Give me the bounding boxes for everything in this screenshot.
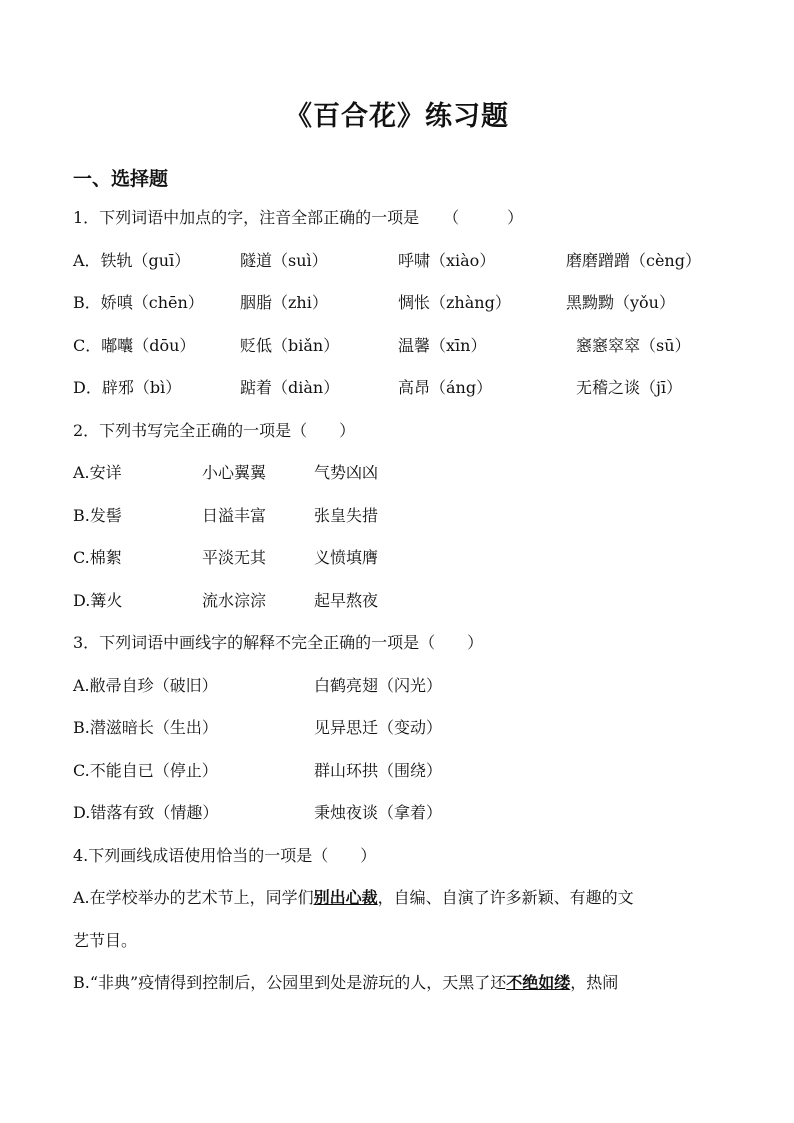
q4-option-a-text-before: A.在学校举办的艺术节上，同学们 xyxy=(73,888,314,907)
q3-option-b-1: B.潜滋暗长（生出） xyxy=(73,718,218,737)
q1-option-c-4: 窸窸窣窣（sū） xyxy=(576,336,691,355)
q3-option-d-2: 秉烛夜谈（拿着） xyxy=(314,803,443,822)
q4-option-a-text-after: ，自编、自演了许多新颖、有趣的文 xyxy=(377,888,634,907)
q2-option-c-1: C.棉絮 xyxy=(73,548,122,567)
q1-option-b-3: 惆怅（zhàng） xyxy=(398,293,511,312)
q1-option-c-1: C．嘟囔（dōu） xyxy=(73,336,196,355)
q3-option-c-2: 群山环拱（围绕） xyxy=(314,761,443,780)
q4-option-b xyxy=(73,972,618,994)
q2-option-b-1: B.发髻 xyxy=(73,506,122,525)
q1-option-a-4: 磨磨蹭蹭（cèng） xyxy=(566,251,701,270)
q2-option-a-2: 小心翼翼 xyxy=(202,463,267,482)
q2-option-a-3: 气势凶凶 xyxy=(314,463,379,482)
q1-option-b-1: B．娇嗔（chēn） xyxy=(73,293,204,312)
q3-option-c-1: C.不能自已（停止） xyxy=(73,761,218,780)
q2-option-c-2: 平淡无其 xyxy=(202,548,267,567)
q1-option-c-2: 贬低（biǎn） xyxy=(240,336,340,355)
q1-option-b-4: 黑黝黝（yǒu） xyxy=(566,293,675,312)
q4-option-b-text-before: B.“非典”疫情得到控制后，公园里到处是游玩的人，天黑了还 xyxy=(73,973,507,992)
q1-option-b-2: 胭脂（zhi） xyxy=(240,293,328,312)
q1-option-d-4: 无稽之谈（jī） xyxy=(576,378,683,397)
q4-option-a xyxy=(73,887,634,909)
q3-option-a-1: A.敝帚自珍（破旧） xyxy=(73,676,218,695)
q1-option-d-2: 踮着（diàn） xyxy=(240,378,340,397)
q3-option-a-2: 白鹤亮翅（闪光） xyxy=(314,676,443,695)
q2-option-c-3: 义愤填膺 xyxy=(314,548,379,567)
q2-option-d-3: 起早熬夜 xyxy=(314,591,379,610)
question-1-stem: 1．下列词语中加点的字，注音全部正确的一项是 （ ） xyxy=(73,208,524,227)
q3-option-b-2: 见异思迁（变动） xyxy=(314,718,443,737)
q2-option-d-2: 流水淙淙 xyxy=(202,591,267,610)
q1-option-d-3: 高昂（áng） xyxy=(398,378,493,397)
page-title: 《百合花》练习题 xyxy=(285,101,509,132)
q1-option-c-3: 温馨（xīn） xyxy=(398,336,487,355)
question-2-stem: 2．下列书写完全正确的一项是（ ） xyxy=(73,421,356,440)
q2-option-b-2: 日溢丰富 xyxy=(202,506,267,525)
q2-option-b-3: 张皇失措 xyxy=(314,506,379,525)
q2-option-d-1: D.篝火 xyxy=(73,591,123,610)
q1-option-d-1: D．辟邪（bì） xyxy=(73,378,182,397)
q4-option-a-idiom: 别出心裁 xyxy=(313,888,378,907)
section-heading: 一、选择题 xyxy=(73,168,169,190)
q1-option-a-1: A．铁轨（guī） xyxy=(73,251,191,270)
q4-option-a-continuation: 艺节目。 xyxy=(73,931,138,950)
question-3-stem: 3．下列词语中画线字的解释不完全正确的一项是（ ） xyxy=(73,633,484,652)
q3-option-d-1: D.错落有致（情趣） xyxy=(73,803,219,822)
question-4-stem: 4.下列画线成语使用恰当的一项是（ ） xyxy=(73,846,377,865)
q4-option-b-text-after: ，热闹 xyxy=(570,973,619,992)
q2-option-a-1: A.安详 xyxy=(73,463,122,482)
q4-option-b-idiom: 不绝如缕 xyxy=(506,973,571,992)
q1-option-a-2: 隧道（suì） xyxy=(240,251,328,270)
q1-option-a-3: 呼啸（xiào） xyxy=(398,251,496,270)
